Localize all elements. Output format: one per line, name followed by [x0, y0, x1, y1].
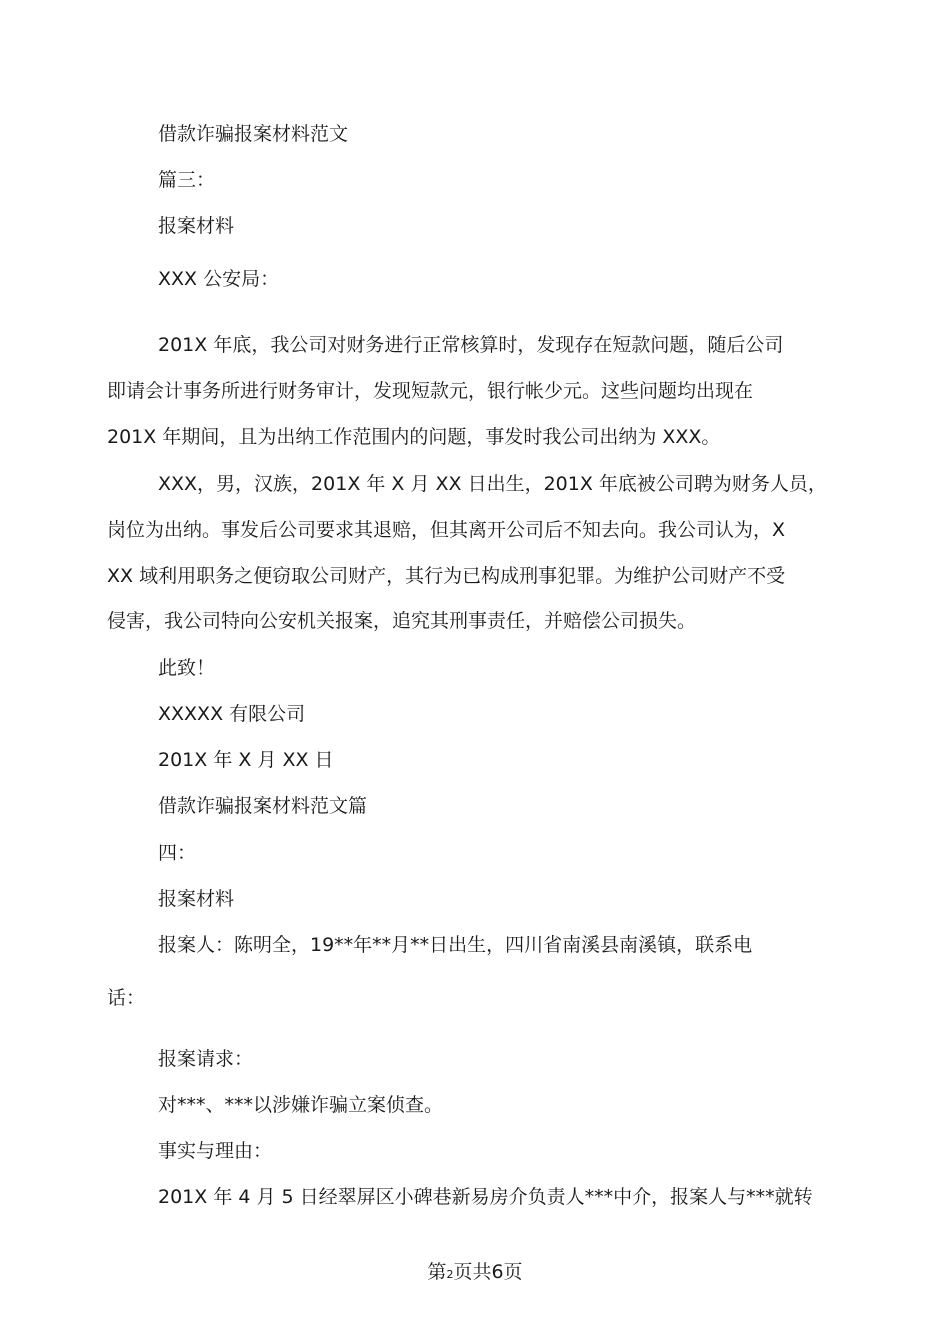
document-title: 借款诈骗报案材料范文篇	[158, 795, 368, 817]
request-text: 对***、***以涉嫌诈骗立案侦查。	[158, 1094, 444, 1116]
reporter-info: 话：	[107, 987, 146, 1009]
chapter-label: 四：	[158, 842, 197, 864]
addressee: XXX 公安局：	[158, 268, 280, 290]
paragraph-line: 201X 年底，我公司对财务进行正常核算时，发现存在短款问题，随后公司	[158, 334, 784, 356]
footer-suffix: 页	[503, 1261, 523, 1283]
reporter-info: 报案人：陈明全，19**年**月**日出生，四川省南溪县南溪镇，联系电	[158, 934, 753, 956]
signature-date: 201X 年 X 月 XX 日	[158, 749, 334, 771]
total-pages: 6	[491, 1261, 504, 1283]
footer-prefix: 第	[427, 1261, 447, 1283]
footer-middle: 页共	[453, 1261, 492, 1283]
section-heading: 报案材料	[158, 888, 235, 910]
paragraph-line: 201X 年期间，且为出纳工作范围内的问题，事发时我公司出纳为 XXX。	[107, 426, 721, 448]
paragraph-line: 岗位为出纳。事发后公司要求其退赔，但其离开公司后不知去向。我公司认为，X	[107, 519, 786, 541]
facts-text: 201X 年 4 月 5 日经翠屏区小碑巷新易房介负责人***中介，报案人与***就转	[158, 1186, 813, 1208]
request-label: 报案请求：	[158, 1048, 254, 1070]
paragraph-line: XXX，男，汉族，201X 年 X 月 XX 日出生，201X 年底被公司聘为财务人员，	[158, 473, 827, 495]
paragraph-line: 侵害，我公司特向公安机关报案，追究其刑事责任，并赔偿公司损失。	[107, 610, 697, 632]
paragraph-line: 即请会计事务所进行财务审计，发现短款元，银行帐少元。这些问题均出现在	[107, 380, 754, 402]
section-heading: 报案材料	[158, 215, 235, 237]
document-title: 借款诈骗报案材料范文	[158, 123, 349, 145]
closing-salutation: 此致！	[158, 657, 216, 679]
page-footer	[0, 1260, 950, 1287]
paragraph-line: XX 域利用职务之便窃取公司财产，其行为已构成刑事犯罪。为维护公司财产不受	[107, 565, 786, 587]
chapter-label: 篇三：	[158, 169, 216, 191]
facts-label: 事实与理由：	[158, 1140, 273, 1162]
current-page-number: 2	[446, 1268, 454, 1281]
company-signature: XXXXX 有限公司	[158, 703, 306, 725]
